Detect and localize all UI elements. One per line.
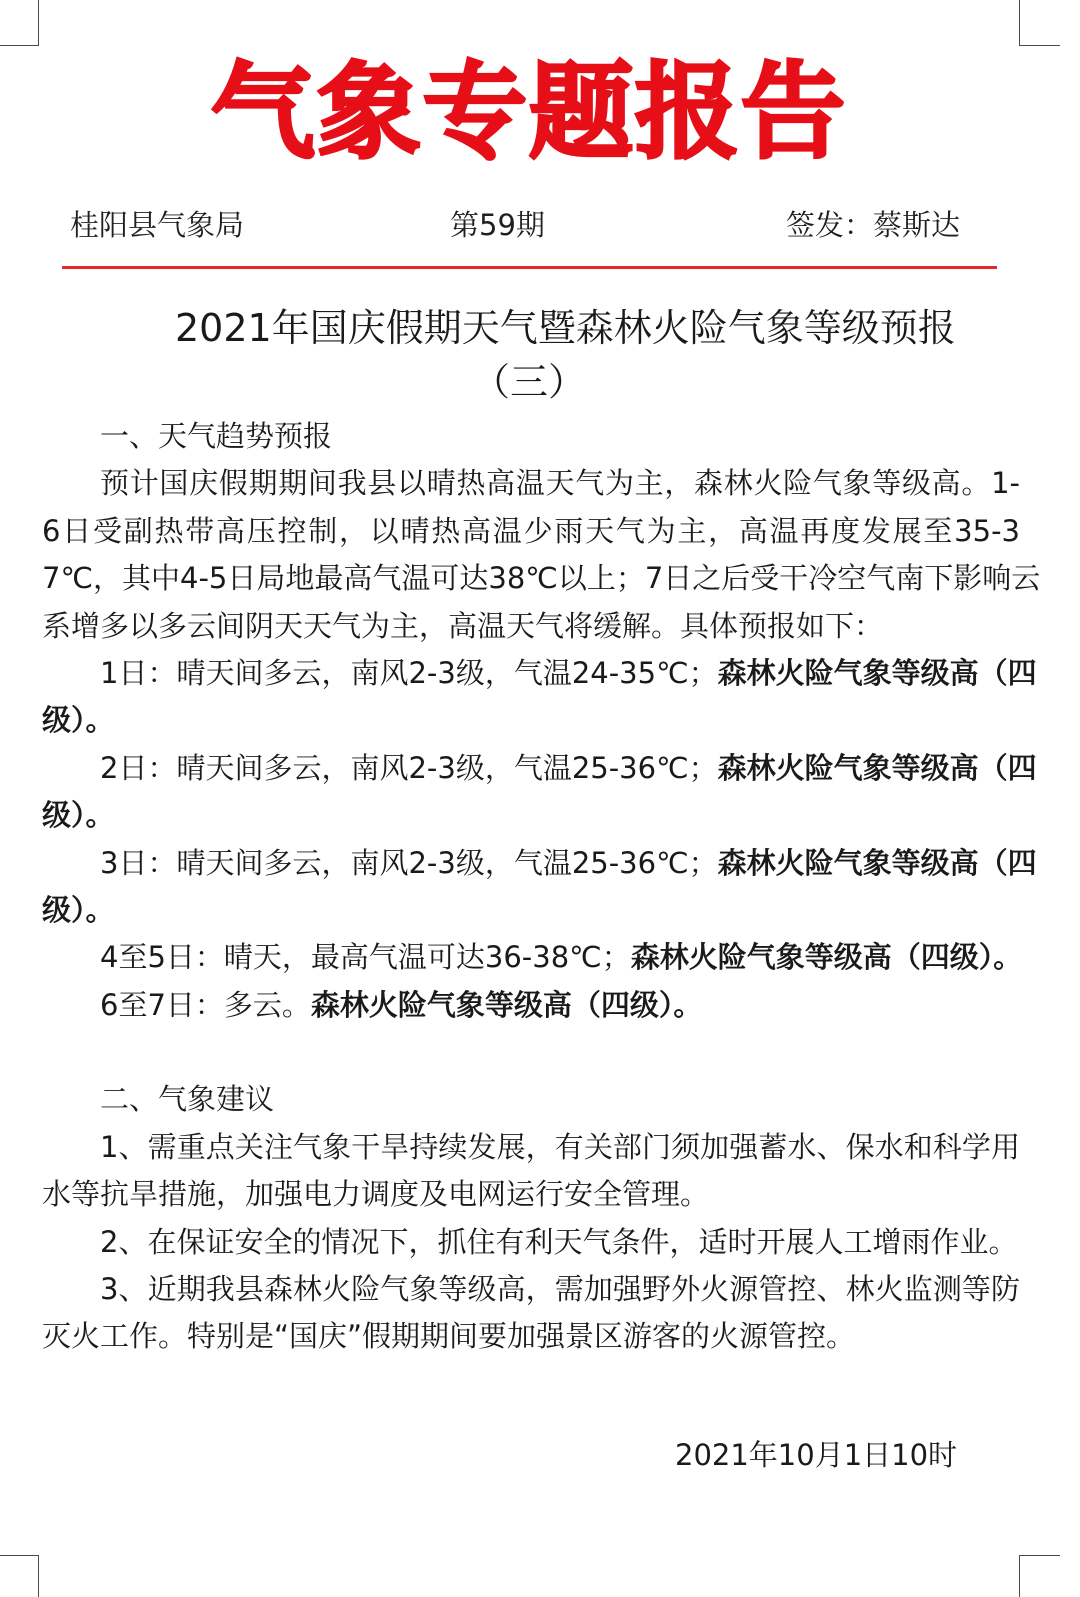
daily-forecast-line (42, 982, 1020, 1029)
daily-weather-text: 1日：晴天间多云，南风2-3级，气温24-35℃； (100, 655, 718, 690)
report-masthead-title: 气象专题报告 (210, 51, 847, 173)
crop-mark-top-left (0, 0, 39, 46)
daily-forecast-line (42, 840, 1037, 887)
daily-forecast-day3 (42, 840, 1037, 935)
fire-risk-level-continued: 级）。 (42, 703, 115, 738)
issuer: 桂阳县气象局 (70, 208, 245, 242)
masthead-divider (62, 266, 997, 269)
issue-number: 第59期 (450, 208, 545, 242)
crop-mark-top-right (1019, 0, 1060, 46)
fire-risk-level-continued: 级）。 (42, 798, 115, 833)
fire-risk-level: 森林火险气象等级高（四级）。 (630, 940, 1023, 975)
document-subtitle: （三） (471, 360, 586, 404)
fire-risk-level: 森林火险气象等级高（四 (717, 845, 1037, 880)
daily-forecast-day1 (42, 650, 1037, 745)
daily-forecast-line (42, 745, 1037, 792)
summary-line: 预计国庆假期期间我县以晴热高温天气为主，森林火险气象等级高。1- (100, 466, 1020, 501)
summary-line: 6日受副热带高压控制，以晴热高温少雨天气为主，高温再度发展至35-3 (42, 513, 1020, 548)
advice-line: 水等抗旱措施，加强电力调度及电网运行安全管理。 (42, 1177, 710, 1212)
summary-line: 系增多以多云间阴天天气为主，高温天气将缓解。具体预报如下： (42, 608, 884, 643)
fire-risk-level-continued: 级）。 (42, 892, 115, 927)
blank-line (42, 1029, 1020, 1076)
fire-risk-level: 森林火险气象等级高（四 (717, 750, 1037, 785)
daily-weather-text: 3日：晴天间多云，南风2-3级，气温25-36℃； (100, 845, 718, 880)
signer: 签发：蔡斯达 (785, 208, 960, 242)
fire-risk-level: 森林火险气象等级高（四 (717, 655, 1037, 690)
advice-item-2 (42, 1219, 1020, 1266)
document-title: 2021年国庆假期天气暨森林火险气象等级预报 (175, 306, 956, 350)
advice-item-1 (42, 1124, 1020, 1219)
daily-forecast-day2 (42, 745, 1037, 840)
advice-item-3 (42, 1266, 1020, 1361)
advice-line: 3、近期我县森林火险气象等级高，需加强野外火源管控、林火监测等防 (100, 1272, 1020, 1307)
advice-line: 1、需重点关注气象干旱持续发展，有关部门须加强蓄水、保水和科学用 (100, 1129, 1020, 1164)
weather-trend-section (42, 413, 1041, 1029)
issue-date: 2021年10月1日10时 (675, 1438, 958, 1472)
daily-weather-text: 4至5日：晴天，最高气温可达36-38℃； (100, 940, 631, 975)
daily-forecast-day4-5 (42, 934, 1023, 981)
crop-mark-bottom-left (0, 1555, 39, 1597)
advice-line: 灭火工作。特别是“国庆”假期期间要加强景区游客的火源管控。 (42, 1319, 856, 1354)
fire-risk-level: 森林火险气象等级高（四级）。 (310, 987, 703, 1022)
advice-section (42, 1076, 1020, 1360)
daily-forecast-line (42, 650, 1037, 697)
report-body (42, 413, 1041, 1361)
advice-line: 2、在保证安全的情况下，抓住有利天气条件，适时开展人工增雨作业。 (100, 1224, 1018, 1259)
summary-paragraph (42, 460, 1041, 650)
daily-forecast-line (42, 934, 1023, 981)
crop-mark-bottom-right (1019, 1555, 1060, 1597)
daily-weather-text: 2日：晴天间多云，南风2-3级，气温25-36℃； (100, 750, 718, 785)
summary-line: 7℃，其中4-5日局地最高气温可达38℃以上；7日之后受干冷空气南下影响云 (42, 561, 1041, 596)
daily-forecast-day6-7 (42, 982, 1020, 1029)
section-heading: 一、天气趋势预报 (100, 419, 333, 453)
section-heading: 二、气象建议 (100, 1082, 275, 1117)
daily-weather-text: 6至7日：多云。 (100, 987, 311, 1022)
